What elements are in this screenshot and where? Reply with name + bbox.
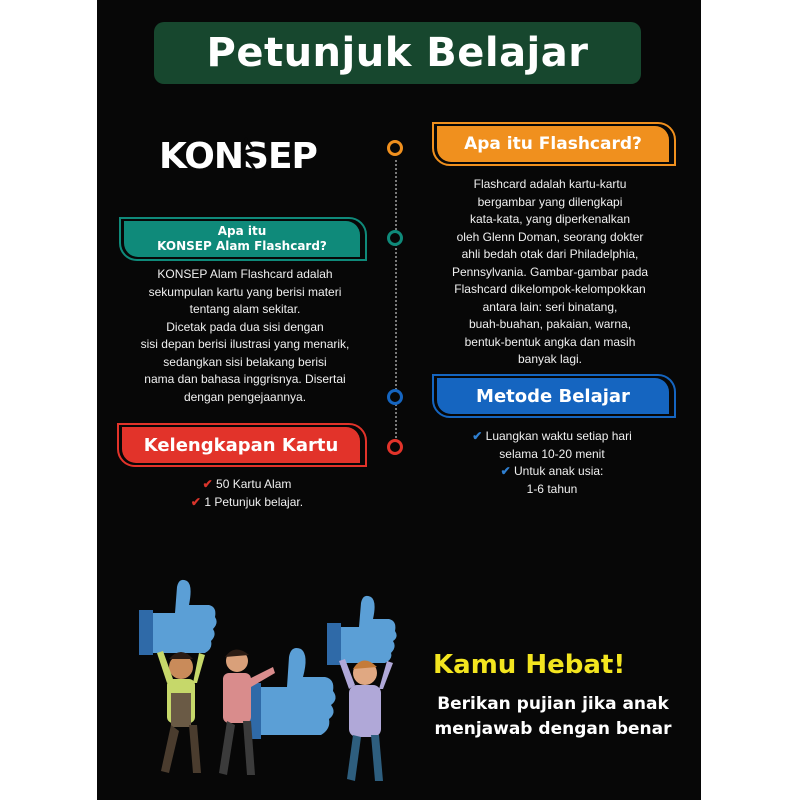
timeline-line xyxy=(395,160,397,450)
thumbs-up-icon xyxy=(139,580,217,655)
footer-message: Berikan pujian jika anak menjawab dengan benar xyxy=(434,694,672,739)
person-figure xyxy=(157,651,205,773)
timeline-dot-orange xyxy=(387,140,403,156)
logo-text: KONSEP xyxy=(159,136,317,177)
check-icon: ✔ xyxy=(472,429,483,443)
list-item: ✔ 1 Petunjuk belajar. xyxy=(190,494,304,509)
flashcard-description: Flashcard adalah kartu-kartu bergambar yang dilengkapi kata-kata, yang diperkenalkan oleh Glenn Doman, seorang dokter ahli bedah otak dari Philadelphia, Pennsylvania. Gambar-gambar pada Flashcard dikelompok-kelompokkan antara lain: seri binatang, buah-buahan, pakaian, warna, bentuk-bentuk angka dan masih banyak lagi. xyxy=(451,177,649,366)
check-icon: ✔ xyxy=(500,464,511,478)
konsep-title: Apa itu KONSEP Alam Flashcard? xyxy=(124,221,360,257)
thumbs-up-illustration xyxy=(127,575,427,795)
poster xyxy=(97,0,701,800)
timeline-dot-blue xyxy=(387,389,403,405)
list-item: ✔ Untuk anak usia: xyxy=(500,464,604,478)
kelengkapan-title: Kelengkapan Kartu xyxy=(122,427,360,463)
list-item: ✔ 50 Kartu Alam xyxy=(202,477,292,491)
page-title: Petunjuk Belajar xyxy=(154,22,641,84)
list-item: ✔ Luangkan waktu setiap hari xyxy=(472,429,632,443)
flashcard-title: Apa itu Flashcard? xyxy=(437,126,669,162)
metode-list: ✔ Luangkan waktu setiap hari selama 10-20 menit ✔ Untuk anak usia: 1-6 tahun xyxy=(442,428,662,498)
check-icon: ✔ xyxy=(190,494,201,509)
thumbs-up-icon xyxy=(327,596,397,665)
timeline-dot-teal xyxy=(387,230,403,246)
thumbs-up-icon xyxy=(245,648,336,739)
konsep-description: KONSEP Alam Flashcard adalah sekumpulan kartu yang berisi materi tentang alam sekitar. Dicetak pada dua sisi dengan sisi depan berisi ilustrasi yang menarik, sedangkan sisi belakang berisi nama dan bahasa inggrisnya. Disertai dengan pengejaannya. xyxy=(140,267,350,404)
timeline-dot-red xyxy=(387,439,403,455)
metode-title: Metode Belajar xyxy=(437,378,669,414)
footer-headline: Kamu Hebat! xyxy=(433,650,626,680)
person-figure xyxy=(339,659,393,781)
konsep-logo xyxy=(157,130,337,178)
check-icon: ✔ xyxy=(202,477,213,491)
kelengkapan-list xyxy=(157,476,337,511)
